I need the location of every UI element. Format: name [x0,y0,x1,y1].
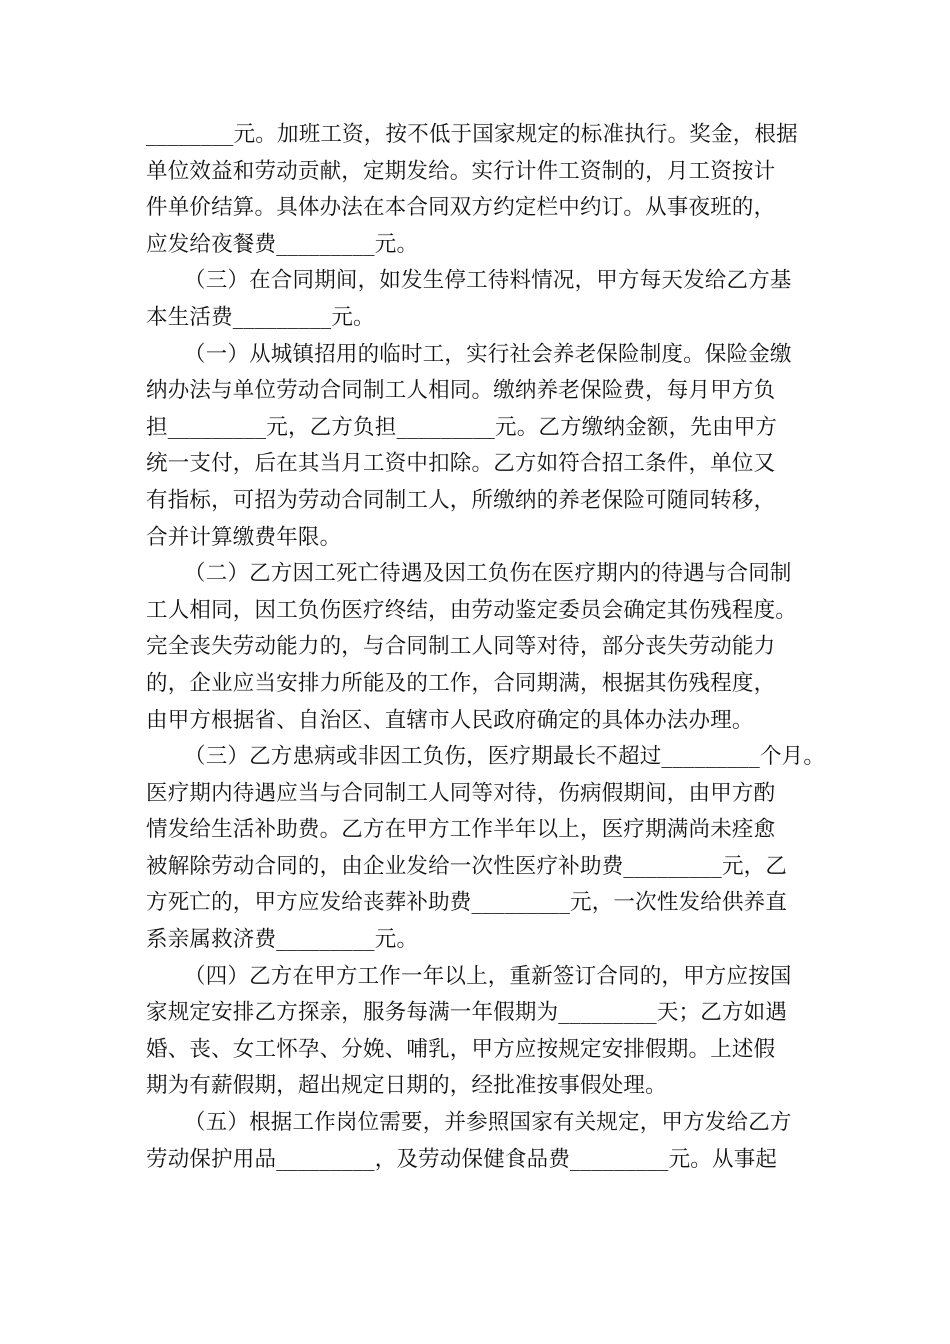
text-line: 本生活费_________元。 [146,304,375,330]
text-line: ________元。加班工资，按不低于国家规定的标准执行。奖金，根据 [146,122,798,147]
text-line: 有指标，可招为劳动合同制工人，所缴纳的养老保险可随同转移， [146,487,776,513]
text-line: 由甲方根据省、自治区、直辖市人民政府确定的具体办法办理。 [146,707,754,733]
text-line: 方死亡的，甲方应发给丧葬补助费_________元，一次性发给供养直 [146,890,788,916]
text-line: 统一支付，后在其当月工资中扣除。乙方如符合招工条件，单位又 [146,451,776,477]
text-line: 家规定安排乙方探亲，服务每满一年假期为_________天；乙方如遇 [146,1000,788,1026]
text-line: 单位效益和劳动贡献，定期发给。实行计件工资制的，月工资按计 [146,158,776,184]
text-line: 系亲属救济费_________元。 [146,927,419,953]
text-line: 工人相同，因工负伤医疗终结，由劳动鉴定委员会确定其伤残程度。 [146,597,798,623]
text-line: 纳办法与单位劳动合同制工人相同。缴纳养老保险费，每月甲方负 [146,378,776,404]
paragraph-start: （三）乙方患病或非因工负伤，医疗期最长不超过_________个月。 [184,744,826,770]
text-line: 件单价结算。具体办法在本合同双方约定栏中约订。从事夜班的， [146,195,776,221]
text-line: 的，企业应当安排力所能及的工作，合同期满，根据其伤残程度， [146,670,776,696]
text-line: 婚、丧、女工怀孕、分娩、哺乳，甲方应按规定安排假期。上述假 [146,1036,776,1062]
text-line: 劳动保护用品_________，及劳动保健食品费_________元。从事起 [146,1146,778,1172]
paragraph-start: （五）根据工作岗位需要，并参照国家有关规定，甲方发给乙方 [184,1110,792,1136]
text-line: 担_________元，乙方负担_________元。乙方缴纳金额，先由甲方 [146,414,778,440]
paragraph-start: （四）乙方在甲方工作一年以上，重新签订合同的，甲方应按国 [184,963,792,989]
text-line: 医疗期内待遇应当与合同制工人同等对待，伤病假期间，由甲方酌 [146,780,776,806]
document-body [146,117,826,1178]
paragraph-start: （一）从城镇招用的临时工，实行社会养老保险制度。保险金缴 [184,341,792,367]
text-line: 合并计算缴费年限。 [146,524,342,550]
text-line: 应发给夜餐费_________元。 [146,231,419,257]
paragraph-start: （三）在合同期间，如发生停工待料情况，甲方每天发给乙方基 [184,268,792,294]
text-line: 情发给生活补助费。乙方在甲方工作半年以上，医疗期满尚未痊愈 [146,817,776,843]
paragraph-start: （二）乙方因工死亡待遇及因工负伤在医疗期内的待遇与合同制 [184,561,792,587]
text-line: 期为有薪假期，超出规定日期的，经批准按事假处理。 [146,1073,667,1099]
text-line: 被解除劳动合同的，由企业发给一次性医疗补助费_________元，乙 [146,853,788,879]
text-line: 完全丧失劳动能力的，与合同制工人同等对待，部分丧失劳动能力 [146,634,776,660]
